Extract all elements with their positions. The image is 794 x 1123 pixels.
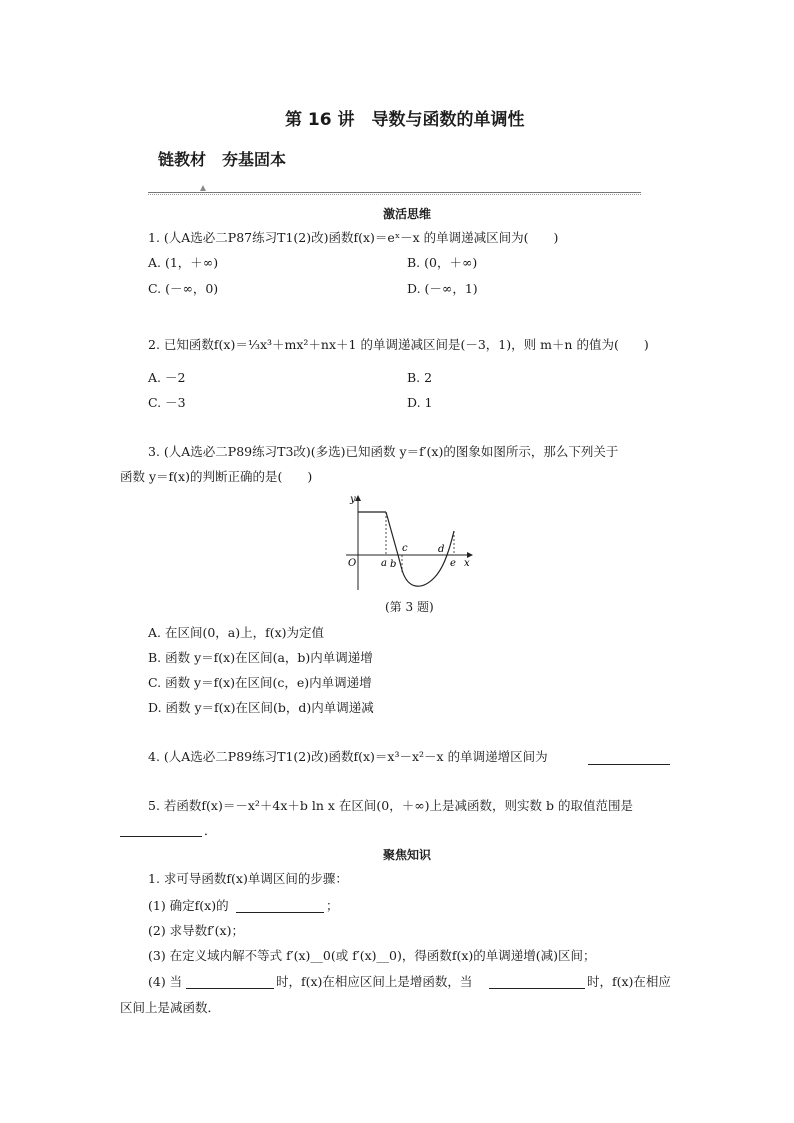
step1-text: (1) 确定f(x)的 xyxy=(148,898,229,913)
q4-blank[interactable] xyxy=(588,764,670,765)
activate-heading: 激活思维 xyxy=(383,207,432,221)
curve-dip xyxy=(398,531,454,586)
label-y: y xyxy=(350,494,356,505)
q3-option-b: B. 函数 y＝f(x)在区间(a，b)内单调递增 xyxy=(148,650,373,665)
step3-text: (3) 在定义域内解不等式 f′(x)__0(或 f′(x)__0)，得函数f(x)的单调递增(减)区间； xyxy=(148,948,596,963)
q2-stem: 2. 已知函数f(x)＝⅓x³＋mx²＋nx＋1 的单调递减区间是(－3，1)，则 m＋n 的值为( ) xyxy=(148,337,649,352)
step4-blank-2[interactable] xyxy=(489,988,585,989)
step4-blank-1[interactable] xyxy=(186,988,274,989)
step1-end: ； xyxy=(326,898,339,913)
step2-text: (2) 求导数f′(x)； xyxy=(148,923,244,938)
q5-stem-line2: ． xyxy=(204,823,217,838)
knowledge-heading: 聚焦知识 xyxy=(383,848,432,862)
q1-option-d: D. (－∞，1) xyxy=(407,281,478,296)
q3-stem-line1: 3. (人A选必二P89练习T3改)(多选)已知函数 y＝f′(x)的图象如图所示，那么下列关于 xyxy=(148,444,619,459)
q2-option-b: B. 2 xyxy=(407,370,433,385)
step4-text-a: (4) 当 xyxy=(148,974,183,989)
q4-stem: 4. (人A选必二P89练习T1(2)改)函数f(x)＝x³－x²－x 的单调递增区间为 xyxy=(148,749,548,764)
label-c: c xyxy=(402,543,408,554)
divider xyxy=(148,192,641,193)
label-d: d xyxy=(438,544,445,555)
divider-dotted xyxy=(148,194,641,195)
label-b: b xyxy=(390,559,397,570)
step4-text-b: 时，f(x)在相应区间上是增函数，当 xyxy=(276,974,473,989)
q2-option-d: D. 1 xyxy=(407,395,433,410)
label-x: x xyxy=(464,558,470,569)
q1-option-a: A. (1，＋∞) xyxy=(148,255,219,270)
q3-figure-caption: (第 3 题) xyxy=(385,600,434,614)
q3-stem-line2: 函数 y＝f(x)的判断正确的是( ) xyxy=(120,469,313,484)
section-heading: 链教材 夯基固本 xyxy=(158,150,287,169)
q3-option-d: D. 函数 y＝f(x)在区间(b，d)内单调递减 xyxy=(148,700,374,715)
step1-blank[interactable] xyxy=(236,912,324,913)
q1-option-b: B. (0，＋∞) xyxy=(407,255,478,270)
label-e: e xyxy=(450,558,456,569)
knowledge-k1: 1. 求可导函数f(x)单调区间的步骤： xyxy=(148,871,348,886)
q1-option-c: C. (－∞，0) xyxy=(148,281,219,296)
step4-text-d: 区间上是减函数． xyxy=(120,1000,221,1015)
label-a: a xyxy=(381,558,387,569)
step4-text-c: 时，f(x)在相应 xyxy=(587,974,671,989)
q3-option-c: C. 函数 y＝f(x)在区间(c，e)内单调递增 xyxy=(148,675,372,690)
label-o: O xyxy=(348,558,357,569)
q3-derivative-graph xyxy=(340,490,480,595)
q2-option-c: C. －3 xyxy=(148,395,186,410)
q5-blank[interactable] xyxy=(120,836,202,837)
q1-stem: 1. (人A选必二P87练习T1(2)改)函数f(x)＝eˣ－x 的单调递减区间为( ) xyxy=(148,230,559,245)
page-title: 第 16 讲 导数与函数的单调性 xyxy=(285,110,525,130)
q3-option-a: A. 在区间(0，a)上，f(x)为定值 xyxy=(148,625,325,640)
rule-marker-icon xyxy=(200,185,206,191)
q5-stem-line1: 5. 若函数f(x)＝－x²＋4x＋b ln x 在区间(0，＋∞)上是减函数，则实数 b 的取值范围是 xyxy=(148,798,633,813)
curve-drop xyxy=(386,512,398,555)
q2-option-a: A. －2 xyxy=(148,370,186,385)
